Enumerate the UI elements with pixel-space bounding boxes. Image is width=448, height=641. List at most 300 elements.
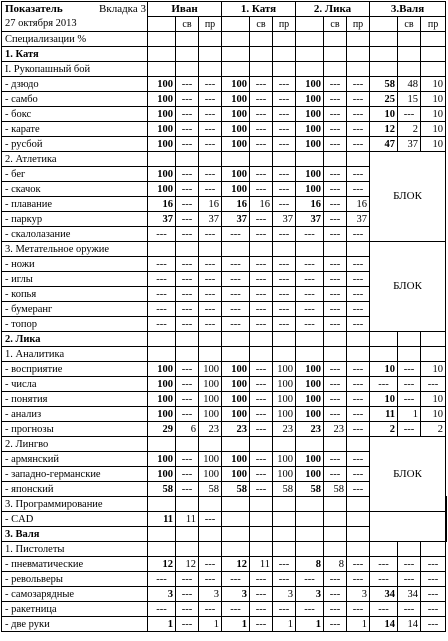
value-sv: --- <box>250 467 273 482</box>
value-sv: 16 <box>250 197 273 212</box>
value-pr: --- <box>199 257 222 272</box>
value-sv: --- <box>398 362 421 377</box>
sub-header-blank <box>296 17 324 32</box>
value-pr: --- <box>199 302 222 317</box>
value-sv: --- <box>398 392 421 407</box>
row-label: - армянский <box>2 452 148 467</box>
value-sv: --- <box>324 257 347 272</box>
value-sv: --- <box>398 572 421 587</box>
value-total: 100 <box>296 92 324 107</box>
value-total: --- <box>370 602 398 617</box>
value-sv: --- <box>324 212 347 227</box>
person-header-katya: 1. Катя <box>222 2 296 17</box>
value-total: 12 <box>222 557 250 572</box>
value-sv: --- <box>176 167 199 182</box>
empty-cell <box>421 62 446 77</box>
row-label: - ножи <box>2 257 148 272</box>
value-sv: 37 <box>398 137 421 152</box>
value-total: 23 <box>296 422 324 437</box>
row-label: - CAD <box>2 512 148 527</box>
sub-header-blank <box>148 17 176 32</box>
value-pr: --- <box>273 317 296 332</box>
table-row <box>2 107 447 122</box>
empty-cell <box>176 497 199 512</box>
value-pr: 23 <box>199 422 222 437</box>
row-label: - прогнозы <box>2 422 148 437</box>
value-pr: --- <box>199 137 222 152</box>
empty-cell <box>199 152 222 167</box>
block-label: БЛОК <box>370 242 446 332</box>
row-label: - восприятие <box>2 362 148 377</box>
empty-cell <box>148 542 176 557</box>
value-sv: --- <box>398 107 421 122</box>
value-total: 100 <box>222 107 250 122</box>
sub-header-blank <box>370 17 398 32</box>
empty-cell <box>176 47 199 62</box>
value-total: 100 <box>222 362 250 377</box>
value-pr: --- <box>421 587 446 602</box>
value-total: --- <box>148 227 176 242</box>
value-pr: --- <box>347 377 370 392</box>
value-total: 16 <box>222 197 250 212</box>
value-sv: --- <box>250 482 273 497</box>
block-label <box>446 497 447 542</box>
empty-cell <box>324 527 347 542</box>
table-row <box>2 422 447 437</box>
value-pr: --- <box>199 572 222 587</box>
empty-cell <box>148 347 176 362</box>
value-sv: 2 <box>398 122 421 137</box>
empty-cell <box>273 347 296 362</box>
value-total: 100 <box>222 77 250 92</box>
value-pr: --- <box>273 167 296 182</box>
empty-cell <box>296 527 324 542</box>
value-sv: --- <box>398 377 421 392</box>
empty-cell <box>370 62 398 77</box>
value-sv: --- <box>250 272 273 287</box>
value-pr: --- <box>347 167 370 182</box>
empty-cell <box>250 62 273 77</box>
value-pr: --- <box>347 287 370 302</box>
empty-cell <box>273 47 296 62</box>
value-sv: --- <box>250 137 273 152</box>
value-pr: 100 <box>199 467 222 482</box>
empty-cell <box>273 542 296 557</box>
value-pr: --- <box>199 227 222 242</box>
person-header-valya: 3.Валя <box>370 2 446 17</box>
value-total: 3 <box>148 587 176 602</box>
value-total: 29 <box>148 422 176 437</box>
empty-cell <box>398 47 421 62</box>
table-row <box>2 362 447 377</box>
empty-cell <box>222 152 250 167</box>
group-label: 2. Лингво <box>2 437 148 452</box>
value-pr: 1 <box>347 617 370 632</box>
value-total: --- <box>148 272 176 287</box>
empty-cell <box>398 62 421 77</box>
value-total: 37 <box>296 212 324 227</box>
value-sv: --- <box>250 77 273 92</box>
value-pr: --- <box>273 197 296 212</box>
value-sv: --- <box>250 362 273 377</box>
value-pr: 37 <box>347 212 370 227</box>
empty-cell <box>250 437 273 452</box>
value-sv: --- <box>250 287 273 302</box>
value-pr: --- <box>347 182 370 197</box>
row-label: - бокс <box>2 107 148 122</box>
value-pr: 10 <box>421 122 446 137</box>
empty-cell <box>296 497 324 512</box>
value-total: --- <box>370 572 398 587</box>
value-total: --- <box>222 287 250 302</box>
value-total: 100 <box>222 407 250 422</box>
value-sv: --- <box>176 482 199 497</box>
empty-cell <box>176 542 199 557</box>
group-label: 3. Программирование <box>2 497 148 512</box>
value-total: 34 <box>370 587 398 602</box>
row-label: - бумеранг <box>2 302 148 317</box>
value-total: --- <box>222 257 250 272</box>
value-sv: --- <box>324 122 347 137</box>
value-total: 10 <box>370 107 398 122</box>
value-total: 100 <box>296 107 324 122</box>
person-header-lika: 2. Лика <box>296 2 370 17</box>
empty-cell <box>199 542 222 557</box>
value-pr: 1 <box>273 617 296 632</box>
value-pr: --- <box>421 557 446 572</box>
value-pr: 100 <box>199 392 222 407</box>
value-sv: --- <box>250 617 273 632</box>
row-label: - иглы <box>2 272 148 287</box>
empty-cell <box>199 497 222 512</box>
value-pr: --- <box>421 377 446 392</box>
value-sv: --- <box>176 572 199 587</box>
value-pr: --- <box>199 512 222 527</box>
empty-cell <box>324 497 347 512</box>
value-total: 100 <box>222 392 250 407</box>
empty-cell <box>250 497 273 512</box>
value-sv: --- <box>250 317 273 332</box>
value-pr: --- <box>347 227 370 242</box>
value-total: 100 <box>296 137 324 152</box>
value-sv: 8 <box>324 557 347 572</box>
value-total: 23 <box>222 422 250 437</box>
value-sv: --- <box>176 77 199 92</box>
value-pr: 37 <box>199 212 222 227</box>
value-pr: --- <box>421 617 446 632</box>
value-pr: 100 <box>273 362 296 377</box>
row-label: - скалолазание <box>2 227 148 242</box>
value-pr: --- <box>273 77 296 92</box>
sub-header-pr: пр <box>421 17 446 32</box>
value-sv: --- <box>176 362 199 377</box>
value-pr: --- <box>347 77 370 92</box>
value-sv: --- <box>176 452 199 467</box>
value-sv: --- <box>176 407 199 422</box>
value-total: 11 <box>148 512 176 527</box>
empty-cell <box>370 332 398 347</box>
empty-cell <box>199 437 222 452</box>
value-sv: --- <box>324 587 347 602</box>
value-pr: --- <box>347 137 370 152</box>
value-total: 100 <box>148 167 176 182</box>
empty-cell <box>398 332 421 347</box>
value-total: 37 <box>148 212 176 227</box>
group-label: I. Рукопашный бой <box>2 62 148 77</box>
value-sv: --- <box>250 452 273 467</box>
value-pr: --- <box>347 107 370 122</box>
value-pr: 100 <box>273 467 296 482</box>
value-pr: --- <box>199 77 222 92</box>
value-sv: 11 <box>176 512 199 527</box>
value-sv: --- <box>176 302 199 317</box>
empty-cell <box>176 527 199 542</box>
value-pr: --- <box>199 557 222 572</box>
value-total: --- <box>296 227 324 242</box>
value-pr: --- <box>347 482 370 497</box>
row-label: - паркур <box>2 212 148 227</box>
value-sv: --- <box>250 587 273 602</box>
value-total: --- <box>370 377 398 392</box>
value-pr: --- <box>421 602 446 617</box>
value-pr: --- <box>347 452 370 467</box>
value-sv: --- <box>324 407 347 422</box>
sub-header-sv: св <box>324 17 347 32</box>
value-total: 12 <box>370 122 398 137</box>
page-title: Показатель <box>5 3 63 15</box>
value-sv: --- <box>250 302 273 317</box>
value-pr: 37 <box>273 212 296 227</box>
value-total: 25 <box>370 92 398 107</box>
value-pr: 58 <box>273 482 296 497</box>
empty-cell <box>324 542 347 557</box>
value-total: 10 <box>370 362 398 377</box>
empty-cell <box>421 542 446 557</box>
value-pr: 10 <box>421 137 446 152</box>
empty-cell <box>347 437 370 452</box>
value-sv: --- <box>250 257 273 272</box>
value-total: 100 <box>222 377 250 392</box>
value-sv: --- <box>324 392 347 407</box>
value-total: 3 <box>222 587 250 602</box>
group-label: 3. Метательное оружие <box>2 242 148 257</box>
empty-cell <box>347 152 370 167</box>
empty-cell <box>324 152 347 167</box>
value-sv: --- <box>324 287 347 302</box>
empty-cell <box>296 152 324 167</box>
value-total: 58 <box>296 482 324 497</box>
value-sv: --- <box>324 617 347 632</box>
empty-cell <box>148 62 176 77</box>
value-pr: --- <box>199 272 222 287</box>
value-total: 100 <box>222 182 250 197</box>
specialization-label: Специализации % <box>2 32 148 47</box>
value-sv: --- <box>176 122 199 137</box>
value-sv: 58 <box>324 482 347 497</box>
value-sv: 48 <box>398 77 421 92</box>
value-total: --- <box>148 257 176 272</box>
value-pr: --- <box>199 167 222 182</box>
value-total <box>222 512 250 527</box>
value-sv: 1 <box>398 407 421 422</box>
value-pr: 100 <box>273 392 296 407</box>
row-label: - плавание <box>2 197 148 212</box>
value-total: 100 <box>148 92 176 107</box>
empty-cell <box>347 62 370 77</box>
value-pr: --- <box>273 122 296 137</box>
table-row <box>2 557 447 572</box>
empty-cell <box>222 527 250 542</box>
report-date: 27 октября 2013 <box>5 18 77 29</box>
value-sv: --- <box>324 452 347 467</box>
value-pr: 10 <box>421 77 446 92</box>
empty-cell <box>296 542 324 557</box>
value-total: 100 <box>148 122 176 137</box>
sub-header-sv: св <box>398 17 421 32</box>
value-total: 100 <box>148 377 176 392</box>
value-sv: 23 <box>324 422 347 437</box>
value-pr: 10 <box>421 92 446 107</box>
value-pr: 10 <box>421 392 446 407</box>
empty-cell <box>199 527 222 542</box>
row-label: - скачок <box>2 182 148 197</box>
value-pr: 16 <box>199 197 222 212</box>
value-pr: --- <box>347 572 370 587</box>
value-total: 100 <box>222 467 250 482</box>
empty-cell <box>222 62 250 77</box>
value-sv: --- <box>250 422 273 437</box>
value-pr: --- <box>273 302 296 317</box>
value-total: 100 <box>296 392 324 407</box>
value-pr: --- <box>347 257 370 272</box>
table-row <box>2 377 447 392</box>
value-total <box>296 512 324 527</box>
group-label: 1. Аналитика <box>2 347 148 362</box>
value-sv: --- <box>250 122 273 137</box>
value-pr: --- <box>273 107 296 122</box>
row-label: - понятия <box>2 392 148 407</box>
row-label: - пневматические <box>2 557 148 572</box>
value-pr: 100 <box>199 407 222 422</box>
value-pr: --- <box>347 392 370 407</box>
empty-cell <box>222 347 250 362</box>
sub-header-sv: св <box>250 17 273 32</box>
empty-cell <box>148 47 176 62</box>
value-pr: --- <box>347 272 370 287</box>
value-sv: --- <box>250 182 273 197</box>
row-label: - топор <box>2 317 148 332</box>
value-total: 100 <box>296 182 324 197</box>
value-total: 100 <box>222 122 250 137</box>
value-sv: --- <box>176 137 199 152</box>
value-sv: --- <box>324 377 347 392</box>
empty-cell <box>222 242 250 257</box>
empty-cell <box>148 242 176 257</box>
empty-cell <box>324 62 347 77</box>
value-pr: 3 <box>199 587 222 602</box>
empty-cell <box>250 332 273 347</box>
group-row <box>2 62 447 77</box>
value-sv: --- <box>250 167 273 182</box>
header-row-1 <box>2 2 447 17</box>
empty-cell <box>347 347 370 362</box>
value-pr: 2 <box>421 422 446 437</box>
value-total: --- <box>222 302 250 317</box>
value-total: --- <box>222 572 250 587</box>
value-total: --- <box>148 287 176 302</box>
value-pr: --- <box>347 122 370 137</box>
value-pr: 58 <box>199 482 222 497</box>
value-sv: 15 <box>398 92 421 107</box>
empty-cell <box>199 332 222 347</box>
value-sv: --- <box>324 572 347 587</box>
empty-cell <box>296 62 324 77</box>
value-sv: --- <box>176 272 199 287</box>
value-total: 100 <box>296 122 324 137</box>
empty-cell <box>250 47 273 62</box>
empty-cell <box>324 47 347 62</box>
value-total: 2 <box>370 422 398 437</box>
value-sv: --- <box>324 182 347 197</box>
value-sv: --- <box>398 422 421 437</box>
empty-cell <box>176 152 199 167</box>
value-pr: --- <box>199 317 222 332</box>
row-label: - западно-германские <box>2 467 148 482</box>
block-label: БЛОК <box>370 437 446 512</box>
empty-cell <box>296 242 324 257</box>
empty-cell <box>148 152 176 167</box>
value-sv: --- <box>324 167 347 182</box>
empty-cell <box>370 347 398 362</box>
table-row <box>2 92 447 107</box>
value-total: 100 <box>148 452 176 467</box>
value-sv: --- <box>176 182 199 197</box>
empty-cell <box>296 437 324 452</box>
value-total: --- <box>148 317 176 332</box>
value-total: 1 <box>296 617 324 632</box>
table-row <box>2 617 447 632</box>
value-total: 100 <box>222 167 250 182</box>
value-pr: --- <box>273 137 296 152</box>
value-total: 1 <box>148 617 176 632</box>
value-sv: --- <box>250 392 273 407</box>
specialization-table <box>1 1 447 632</box>
empty-cell <box>273 242 296 257</box>
empty-cell <box>222 437 250 452</box>
row-label: - копья <box>2 287 148 302</box>
value-pr <box>273 512 296 527</box>
empty-cell <box>250 347 273 362</box>
value-pr: 100 <box>199 362 222 377</box>
value-total: --- <box>296 257 324 272</box>
empty-cell <box>273 437 296 452</box>
empty-cell <box>250 542 273 557</box>
value-pr: --- <box>273 572 296 587</box>
value-total: 100 <box>148 467 176 482</box>
value-sv: 11 <box>250 557 273 572</box>
value-pr: --- <box>273 602 296 617</box>
value-pr: --- <box>273 92 296 107</box>
empty-cell <box>176 437 199 452</box>
value-sv: --- <box>176 377 199 392</box>
section-row <box>2 47 447 62</box>
table-row <box>2 77 447 92</box>
empty-cell <box>324 242 347 257</box>
empty-cell <box>421 347 446 362</box>
row-label: - японский <box>2 482 148 497</box>
value-sv: --- <box>250 92 273 107</box>
empty-cell <box>148 437 176 452</box>
